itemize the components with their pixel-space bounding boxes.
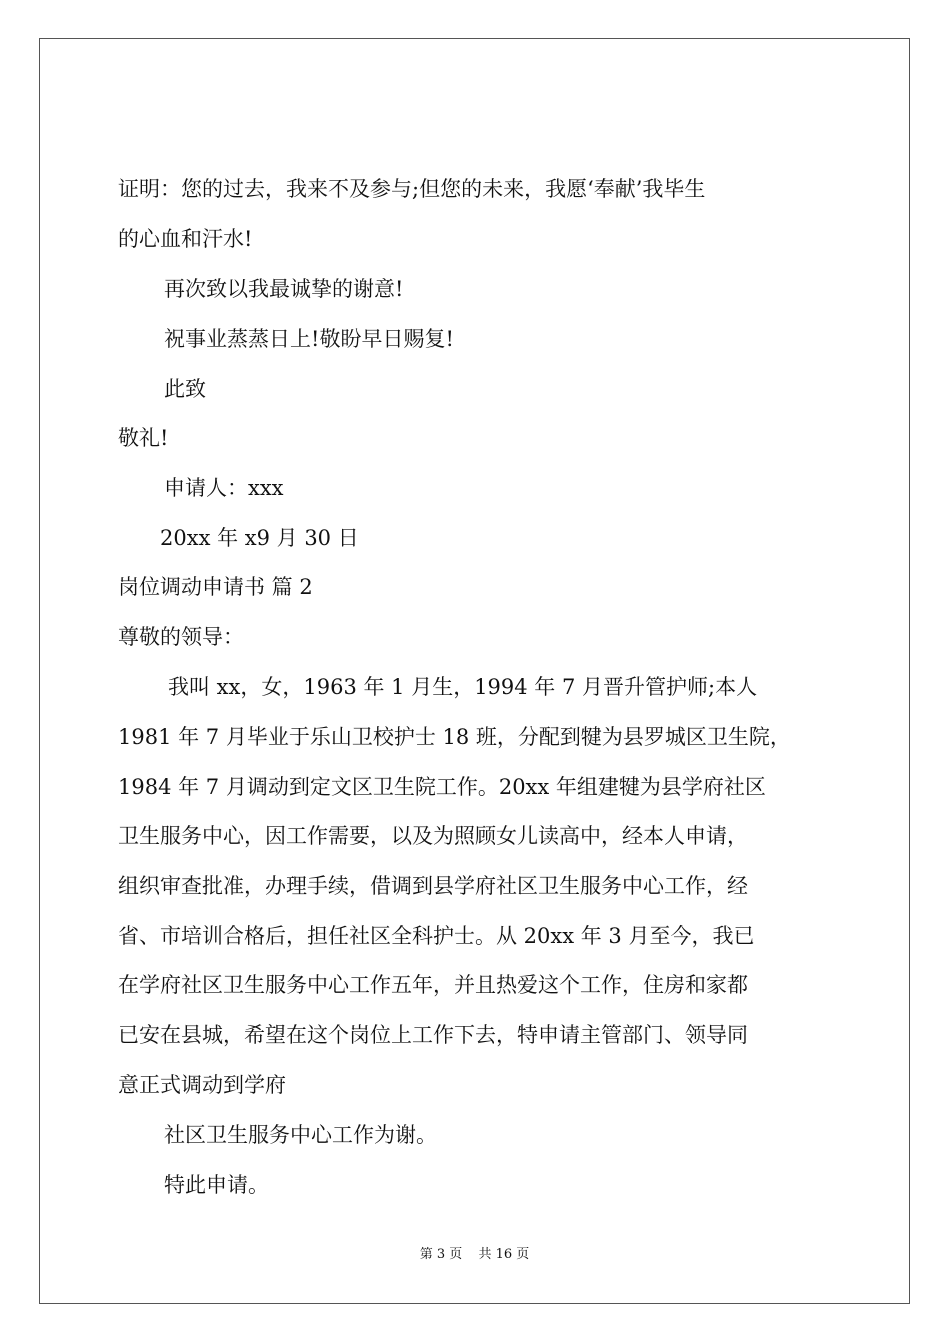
page-number: 第 3 页	[419, 1247, 463, 1262]
text-line: 此致	[164, 377, 206, 401]
text-line: 我叫 xx，女，1963 年 1 月生，1994 年 7 月晋升管护师;本人	[168, 675, 758, 699]
page-total: 共 16 页	[478, 1247, 530, 1262]
text-line: 祝事业蒸蒸日上!敬盼早日赐复!	[164, 327, 454, 351]
text-line: 在学府社区卫生服务中心工作五年，并且热爱这个工作，住房和家都	[118, 973, 748, 997]
text-line: 1981 年 7 月毕业于乐山卫校护士 18 班，分配到犍为县罗城区卫生院，	[118, 725, 791, 749]
closing-line: 特此申请。	[164, 1173, 269, 1197]
salutation: 尊敬的领导：	[118, 625, 244, 649]
text-line: 的心血和汗水!	[118, 227, 253, 251]
section-title: 岗位调动申请书 篇 2	[118, 575, 313, 599]
text-line: 证明：您的过去，我来不及参与;但您的未来，我愿‘奉献’我毕生	[118, 177, 706, 201]
page-footer	[40, 1243, 909, 1262]
document-page	[39, 38, 910, 1304]
text-line: 社区卫生服务中心工作为谢。	[164, 1123, 437, 1147]
text-line: 1984 年 7 月调动到定文区卫生院工作。20xx 年组建犍为县学府社区	[118, 775, 766, 799]
text-line: 再次致以我最诚挚的谢意!	[164, 277, 404, 301]
text-line: 意正式调动到学府	[118, 1073, 286, 1097]
signature-applicant: 申请人：xxx	[164, 476, 284, 500]
text-line: 组织审查批准，办理手续，借调到县学府社区卫生服务中心工作，经	[118, 874, 748, 898]
signature-date: 20xx 年 x9 月 30 日	[160, 526, 359, 550]
text-line: 卫生服务中心，因工作需要，以及为照顾女儿读高中，经本人申请，	[118, 824, 748, 848]
text-line: 敬礼!	[118, 426, 169, 450]
text-line: 已安在县城，希望在这个岗位上工作下去，特申请主管部门、领导同	[118, 1023, 748, 1047]
text-line: 省、市培训合格后，担任社区全科护士。从 20xx 年 3 月至今，我已	[118, 924, 755, 948]
